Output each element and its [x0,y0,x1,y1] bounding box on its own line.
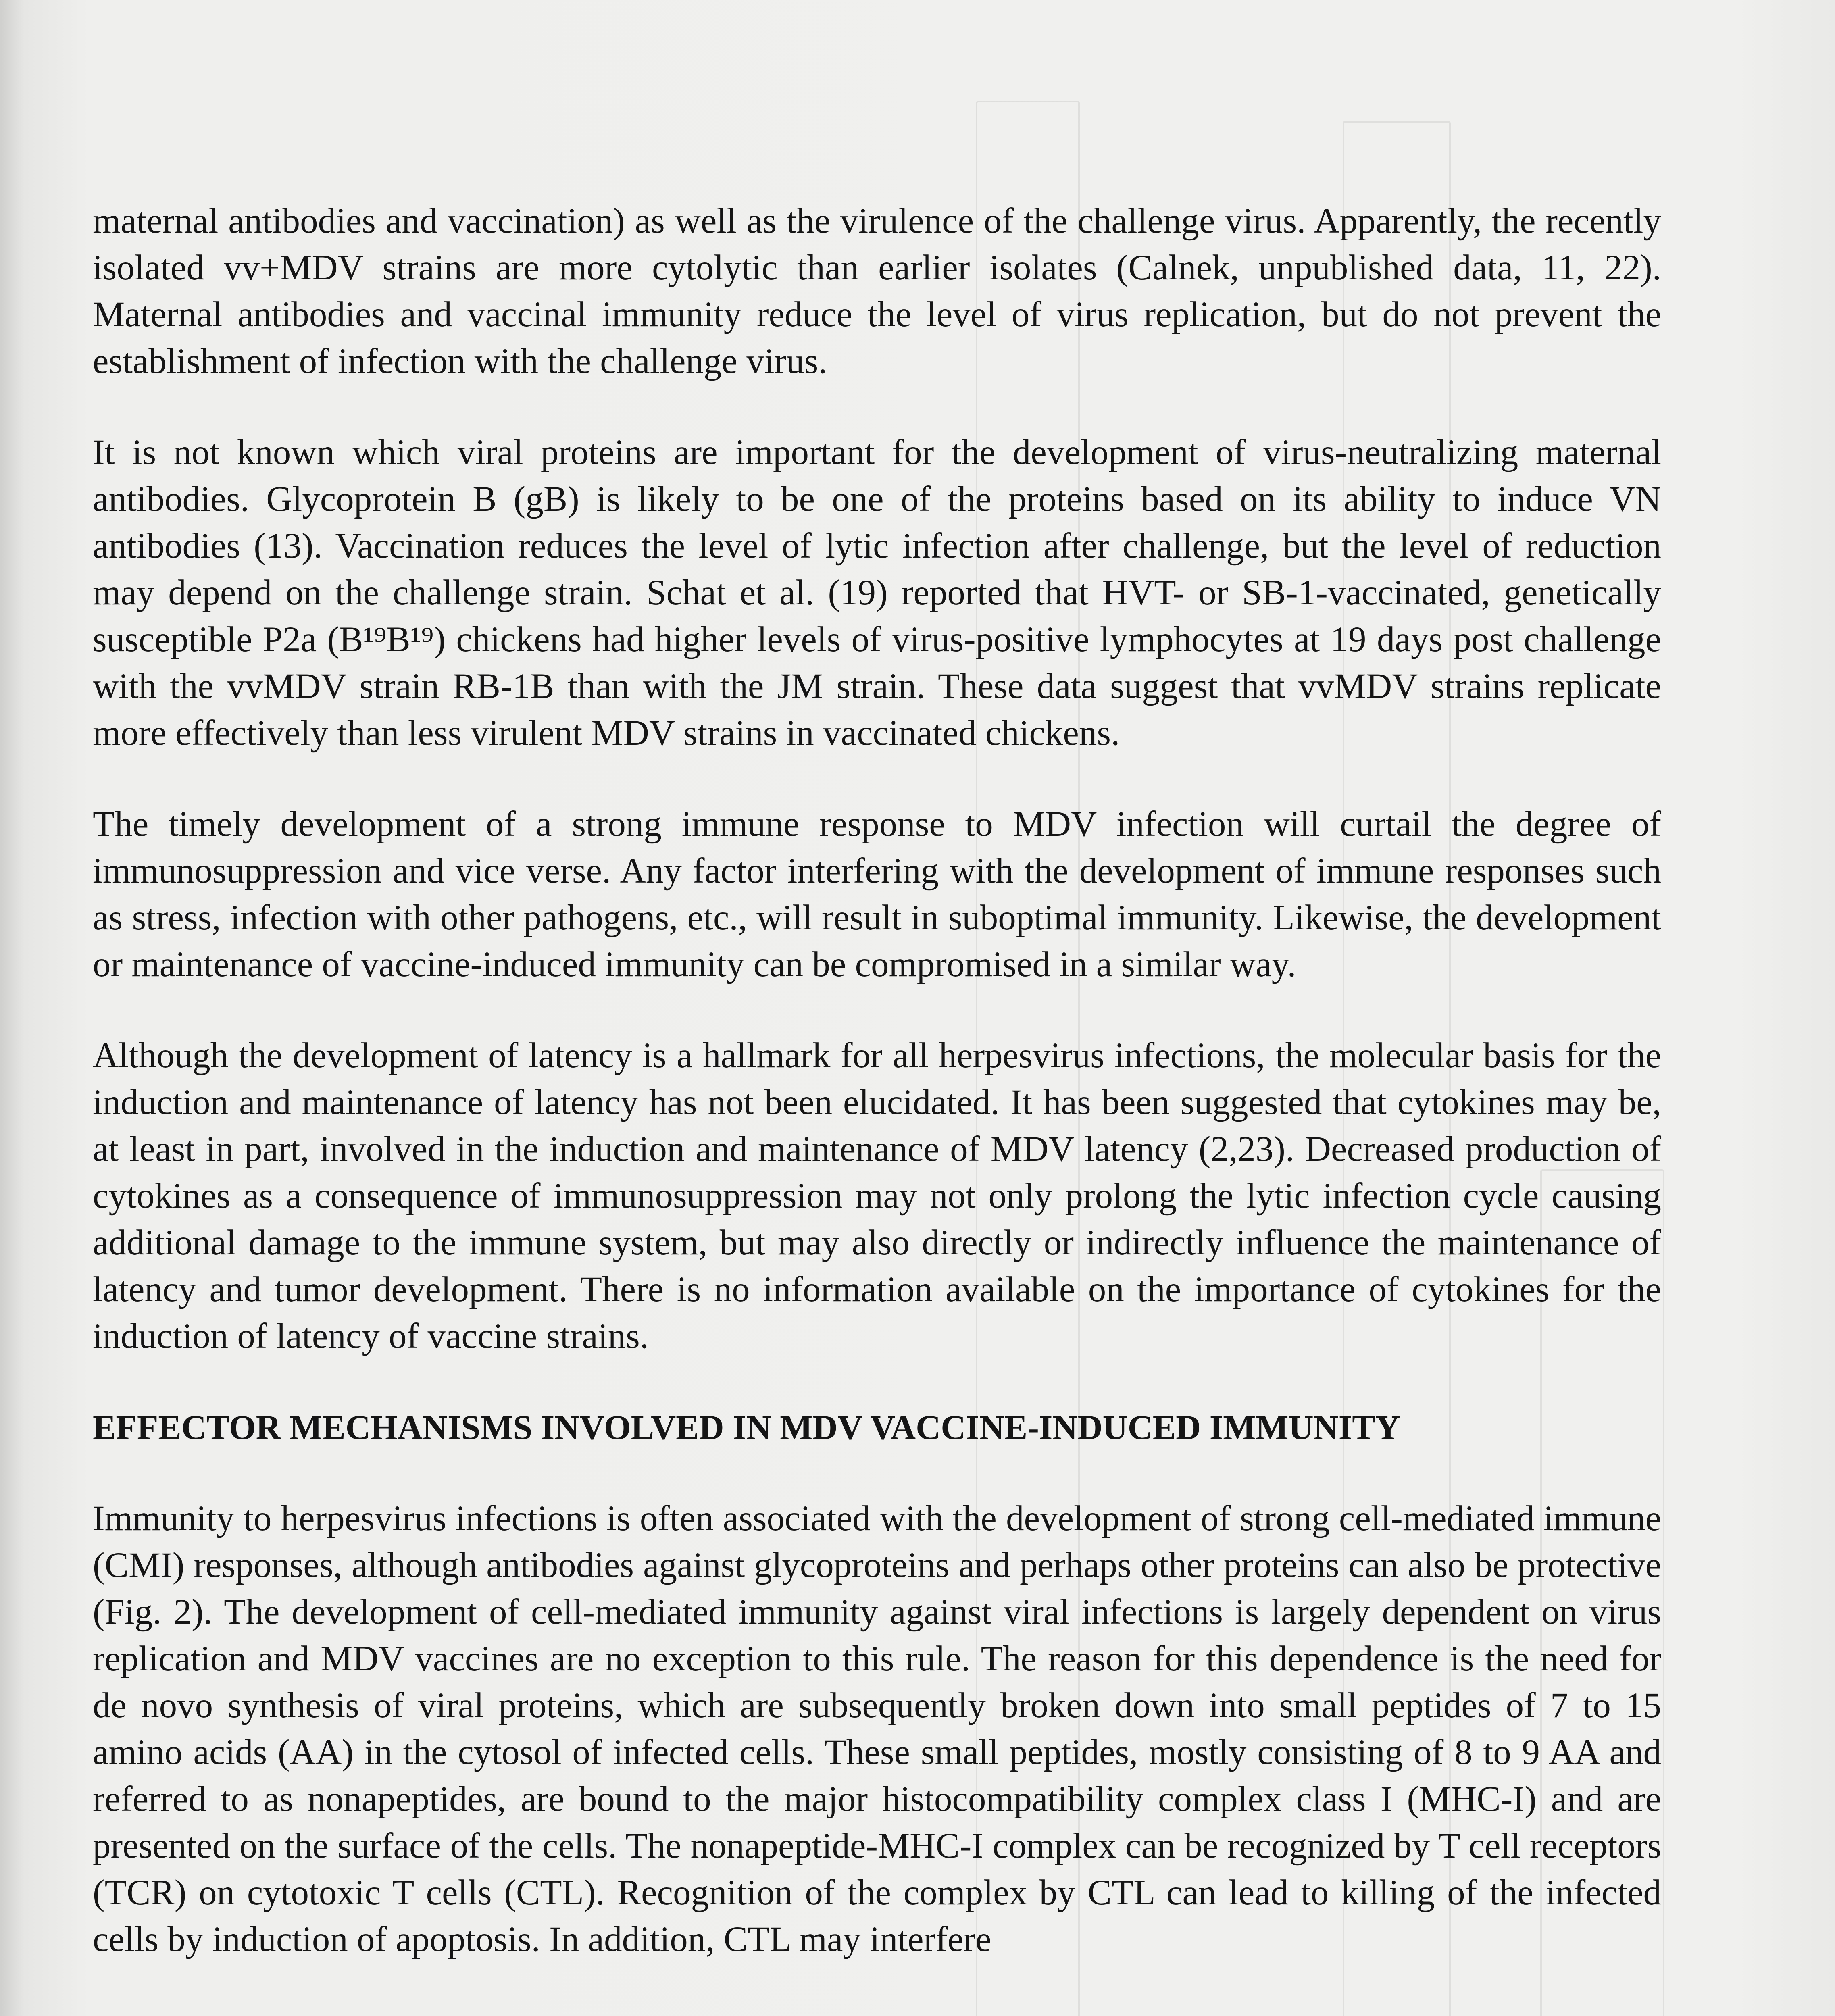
body-text [93,198,1661,2007]
paragraph-4: Although the development of latency is a hallmark for all herpesvirus infections, the molecular basis for the induction and maintenance of latency has not been elucidated. It has been suggested that cytokines may be, at least in part, involved in the induction and maintenance of MDV latency (2,23). Decreased production of cytokines as a consequence of immunosuppression may not only prolong the lytic infection cycle causing additional damage to the immune system, but may also directly or indirectly influence the maintenance of latency and tumor development. There is no information available on the importance of cytokines for the induction of latency of vaccine strains. [93,1036,1661,1356]
paragraph-1: maternal antibodies and vaccination) as well as the virulence of the challenge virus. Apparently, the recently isolated vv+MDV strains are more cytolytic than earlier isolates (Calnek, unpublished data, 11, 22). Maternal antibodies and vaccinal immunity reduce the level of virus replication, but do not prevent the establishment of infection with the challenge virus. [93,201,1661,381]
paragraph-5: Immunity to herpesvirus infections is often associated with the development of strong cell-mediated immune (CMI) responses, although antibodies against glycoproteins and perhaps other proteins can also be protective (Fig. 2). The development of cell-mediated immunity against viral infections is largely dependent on virus replication and MDV vaccines are no exception to this rule. The reason for this dependence is the need for de novo synthesis of viral proteins, which are subsequently broken down into small peptides of 7 to 15 amino acids (AA) in the cytosol of infected cells. These small peptides, mostly consisting of 8 to 9 AA and referred to as nonapeptides, are bound to the major histocompatibility complex class I (MHC-I) and are presented on the surface of the cells. The nonapeptide-MHC-I complex can be recognized by T cell receptors (TCR) on cytotoxic T cells (CTL). Recognition of the complex by CTL can lead to killing of the infected cells by induction of apoptosis. In addition, CTL may interfere [93,1499,1661,1959]
section-heading: EFFECTOR MECHANISMS INVOLVED IN MDV VACCINE-INDUCED IMMUNITY [93,1408,1400,1447]
paragraph-2: It is not known which viral proteins are important for the development of virus-neutralizing maternal antibodies. Glycoprotein B (gB) is likely to be one of the proteins based on its ability to induce VN antibodies (13). Vaccination reduces the level of lytic infection after challenge, but the level of reduction may depend on the challenge strain. Schat et al. (19) reported that HVT- or SB-1-vaccinated, genetically susceptible P2a (B¹⁹B¹⁹) chickens had higher levels of virus-positive lymphocytes at 19 days post challenge with the vvMDV strain RB-1B than with the JM strain. These data suggest that vvMDV strains replicate more effectively than less virulent MDV strains in vaccinated chickens. [93,433,1661,753]
paragraph-3: The timely development of a strong immune response to MDV infection will curtail the degree of immunosuppression and vice verse. Any factor interfering with the development of immune responses such as stress, infection with other pathogens, etc., will result in suboptimal immunity. Likewise, the development or maintenance of vaccine-induced immunity can be compromised in a similar way. [93,804,1661,984]
